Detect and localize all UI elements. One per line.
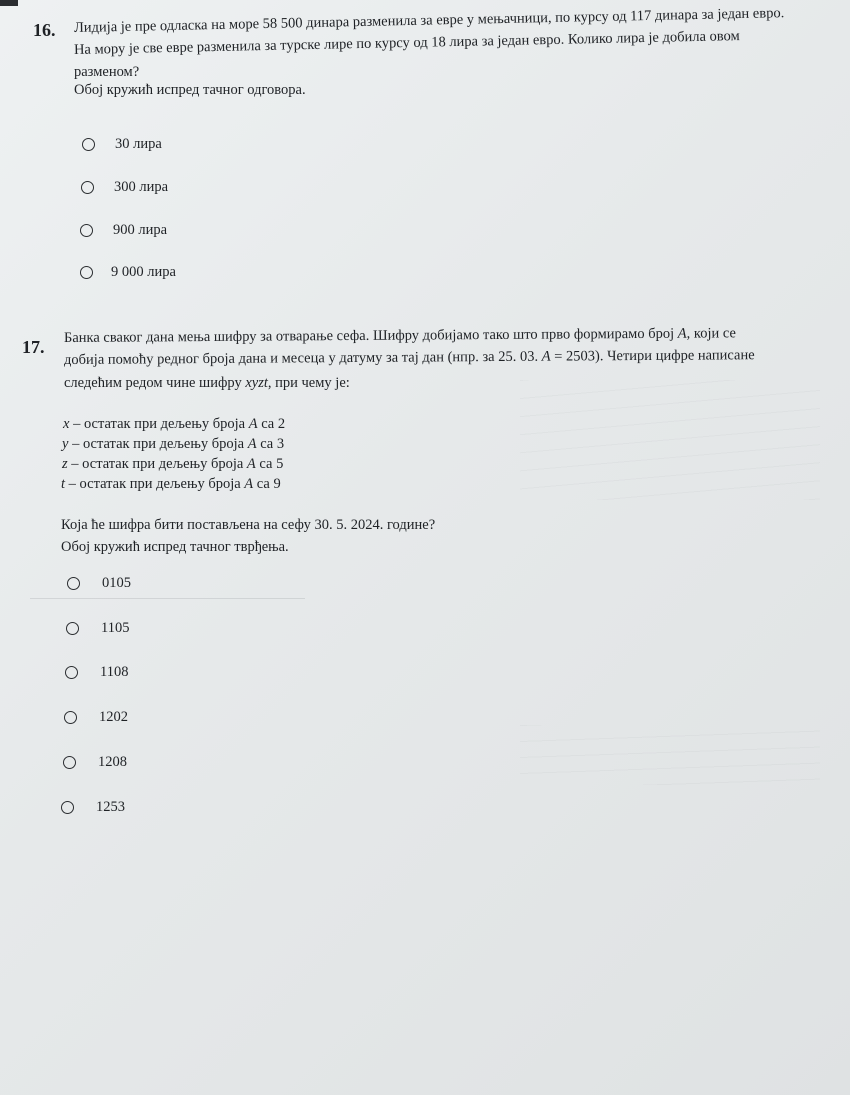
- question-16-text-line-3: разменом?: [74, 64, 140, 80]
- question-17-text-line-1: [64, 323, 736, 348]
- option-label: 9 000 лира: [111, 263, 176, 280]
- variable-xyzt: xyzt: [245, 375, 268, 391]
- variable-a: A: [541, 348, 551, 365]
- question-16-option-4[interactable]: [80, 260, 176, 284]
- question-17-line-1-end: , који се: [686, 325, 736, 342]
- answer-circle-icon[interactable]: [80, 266, 93, 279]
- bleed-through-line: [30, 598, 305, 599]
- question-17-line-2-text: добија помоћу редног броја дана и месеца у датуму за тај дан (нпр. за 25. 03.: [63, 348, 542, 368]
- answer-circle-icon[interactable]: [66, 622, 79, 635]
- option-label: 1105: [101, 619, 130, 636]
- variable-t: t: [61, 476, 66, 492]
- question-17-option-2[interactable]: [66, 616, 129, 640]
- variable-a: A: [247, 436, 257, 452]
- option-label: 1253: [96, 798, 125, 815]
- question-17-number: 17.: [22, 337, 45, 357]
- question-16-option-2[interactable]: [81, 175, 168, 199]
- definition-tail: са 3: [256, 436, 285, 452]
- answer-circle-icon[interactable]: [80, 224, 93, 237]
- bleed-through-area: [520, 380, 820, 500]
- question-16-text-line-1: Лидија је пре одласка на море 58 500 динара разменила за евре у мењачници, по курсу од 117 динара за један евро.: [73, 5, 785, 36]
- option-label: 1208: [98, 753, 127, 770]
- definition-text: – остатак при дељењу броја: [69, 416, 249, 432]
- question-17-option-1[interactable]: [67, 571, 131, 595]
- answer-circle-icon[interactable]: [82, 138, 95, 151]
- option-label: 1202: [99, 708, 128, 725]
- question-17-option-5[interactable]: [63, 750, 127, 774]
- question-17-option-4[interactable]: [64, 705, 128, 729]
- definition-z: [62, 454, 283, 474]
- option-label: 0105: [102, 574, 131, 591]
- question-17-line-2-end: = 2503). Четири цифре написане: [550, 347, 755, 365]
- answer-circle-icon[interactable]: [63, 756, 76, 769]
- question-17-option-3[interactable]: [65, 660, 128, 684]
- definition-t: [61, 474, 281, 494]
- question-16-text-line-2: На мору је све евре разменила за турске лире по курсу од 18 лира за један евро. Колико лира је добила овом: [73, 28, 740, 58]
- question-17-option-6[interactable]: [61, 795, 125, 819]
- answer-circle-icon[interactable]: [61, 801, 74, 814]
- question-17-instruction: Обој кружић испред тачног тврђења.: [61, 539, 289, 555]
- definition-tail: са 9: [253, 476, 281, 492]
- question-16-instruction: Обој кружић испред тачног одговора.: [74, 82, 306, 98]
- option-label: 1108: [100, 663, 129, 680]
- definition-tail: са 5: [255, 456, 284, 472]
- bleed-through-area-2: [520, 725, 820, 785]
- variable-x: x: [63, 416, 70, 432]
- question-17-text-line-3: [64, 373, 350, 393]
- option-label: 30 лира: [115, 135, 162, 152]
- question-16-number: 16.: [33, 20, 56, 40]
- question-17-line-3-end: , при чему је:: [267, 375, 350, 391]
- page-corner-mark: [0, 0, 18, 6]
- answer-circle-icon[interactable]: [64, 711, 77, 724]
- question-17-line-3-text: следећим редом чине шифру: [64, 375, 246, 391]
- definition-tail: са 2: [257, 416, 286, 432]
- question-16-option-3[interactable]: [80, 218, 167, 242]
- definition-text: – остатак при дељењу броја: [65, 476, 245, 492]
- variable-y: y: [62, 436, 69, 452]
- answer-circle-icon[interactable]: [67, 577, 80, 590]
- variable-a: A: [246, 456, 256, 472]
- variable-a: A: [677, 325, 687, 342]
- question-17-prompt: Која ће шифра бити постављена на сефу 30. 5. 2024. године?: [61, 517, 436, 533]
- definition-y: [62, 434, 284, 454]
- variable-z: z: [62, 456, 68, 472]
- variable-a: A: [248, 416, 258, 432]
- question-17-text-line-2: [64, 345, 755, 370]
- definition-text: – остатак при дељењу броја: [68, 436, 248, 452]
- option-label: 900 лира: [113, 221, 168, 238]
- variable-a: A: [244, 476, 254, 492]
- question-17-line-1-text: Банка сваког дана мења шифру за отварање сефа. Шифру добијамо тако што прво формирамо број: [63, 325, 678, 346]
- answer-circle-icon[interactable]: [65, 666, 78, 679]
- definition-x: [63, 414, 285, 434]
- definition-text: – остатак при дељењу броја: [67, 456, 247, 472]
- question-16-option-1[interactable]: [82, 132, 162, 156]
- answer-circle-icon[interactable]: [81, 181, 94, 194]
- option-label: 300 лира: [114, 178, 169, 195]
